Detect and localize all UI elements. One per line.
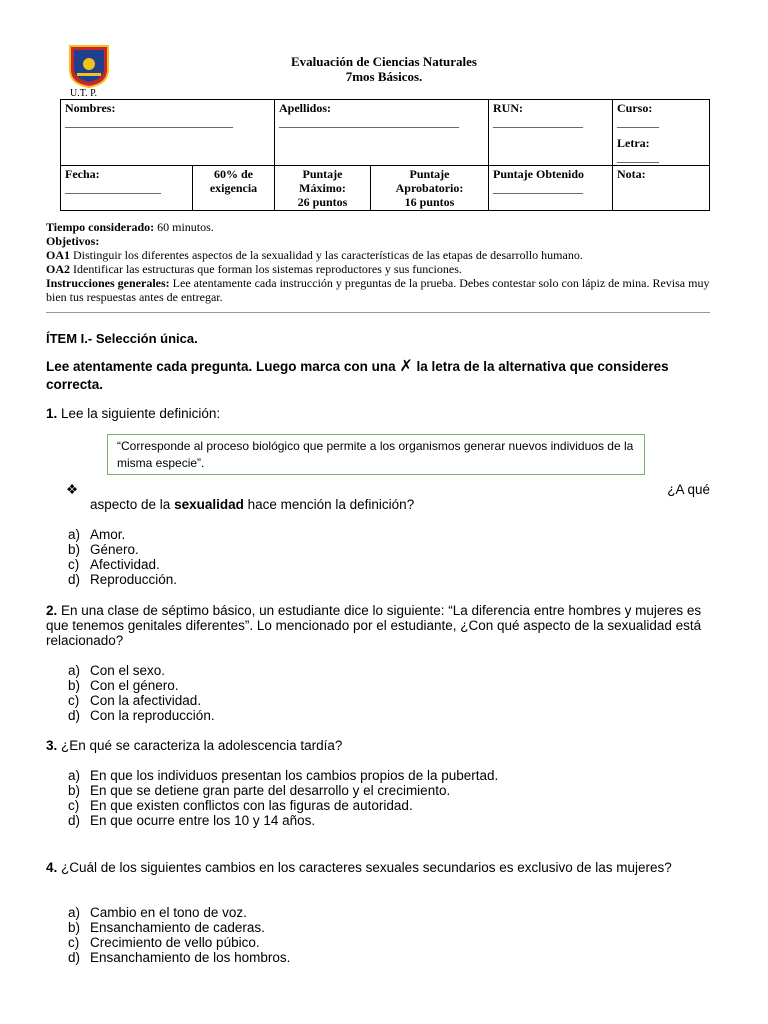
item-instruction xyxy=(46,358,710,394)
option-letter: a) xyxy=(68,663,81,678)
question-4-options xyxy=(68,905,290,965)
puntaje-obtenido-line: _______________ xyxy=(493,181,583,195)
apellidos-label: Apellidos: xyxy=(279,101,332,115)
option-letter: a) xyxy=(68,768,81,783)
option-text: Género. xyxy=(90,542,139,557)
nota-cell[interactable] xyxy=(613,166,710,211)
option-letter: c) xyxy=(68,935,80,950)
option-letter: d) xyxy=(68,813,81,828)
question-2-options xyxy=(68,663,215,723)
option-letter: b) xyxy=(68,542,81,557)
puntaje-aprobatorio-label: Puntaje Aprobatorio: xyxy=(395,167,464,195)
question-2-number: 2. xyxy=(46,603,58,618)
run-line: _______________ xyxy=(493,115,583,129)
option-letter: b) xyxy=(68,920,81,935)
option-c[interactable] xyxy=(68,935,290,950)
option-letter: c) xyxy=(68,798,80,813)
question-4-number: 4. xyxy=(46,860,58,875)
option-b[interactable] xyxy=(68,678,215,693)
oa2-label: OA2 xyxy=(46,262,70,276)
puntaje-obtenido-cell[interactable] xyxy=(489,166,613,211)
option-letter: b) xyxy=(68,678,81,693)
question-3-options xyxy=(68,768,498,828)
instrucciones-text: Lee atentamente cada instrucción y preguntas de la prueba. Debes contestar solo con lápiz de mina. Revisa muy bien tus respuestas antes de entregar. xyxy=(46,276,710,304)
option-d[interactable] xyxy=(68,950,290,965)
fecha-label: Fecha: xyxy=(65,167,100,181)
option-text: Ensanchamiento de caderas. xyxy=(90,920,265,935)
followup-right-text: ¿A qué xyxy=(667,482,710,497)
oa1-label: OA1 xyxy=(46,248,70,262)
nombres-label: Nombres: xyxy=(65,101,116,115)
instrucciones-line xyxy=(46,276,714,304)
option-d[interactable] xyxy=(68,572,177,587)
option-letter: b) xyxy=(68,783,81,798)
fecha-line: ________________ xyxy=(65,181,161,195)
option-text: Amor. xyxy=(90,527,126,542)
curso-cell[interactable] xyxy=(613,100,710,166)
fecha-cell[interactable] xyxy=(61,166,193,211)
option-b[interactable] xyxy=(68,542,177,557)
option-letter: d) xyxy=(68,708,81,723)
followup-bold: sexualidad xyxy=(174,497,244,512)
question-2-text: En una clase de séptimo básico, un estudiante dice lo siguiente: “La diferencia entre hombres y mujeres es que tenemos genitales diferentes”. Lo mencionado por el estudiante, ¿Con qué aspecto de la sexualidad está relacionado? xyxy=(46,603,702,648)
document-title: Evaluación de Ciencias Naturales xyxy=(291,54,477,69)
divider xyxy=(46,312,710,313)
option-letter: d) xyxy=(68,572,81,587)
question-3-number: 3. xyxy=(46,738,58,753)
oa1-line xyxy=(46,248,714,262)
nombres-line: ____________________________ xyxy=(65,115,233,129)
question-3-prompt xyxy=(46,738,726,753)
option-text: Con la reproducción. xyxy=(90,708,215,723)
nombres-cell[interactable] xyxy=(61,100,275,166)
option-text: En que se detiene gran parte del desarrollo y el crecimiento. xyxy=(90,783,451,798)
instruction-part-a: Lee atentamente cada pregunta. Luego marca con una xyxy=(46,359,400,374)
option-text: Reproducción. xyxy=(90,572,178,587)
oa1-text: Distinguir los diferentes aspectos de la sexualidad y las características de las etapas de desarrollo humano. xyxy=(70,248,583,262)
option-a[interactable] xyxy=(68,663,215,678)
followup-part-a: aspecto de la xyxy=(90,497,175,512)
option-a[interactable] xyxy=(68,768,498,783)
option-text: En que existen conflictos con las figuras de autoridad. xyxy=(90,798,413,813)
letra-label: Letra: xyxy=(617,136,650,150)
instrucciones-label: Instrucciones generales: xyxy=(46,276,170,290)
instruction-part-b: la letra de la alternativa que consideres correcta. xyxy=(46,359,669,392)
option-text: Ensanchamiento de los hombros. xyxy=(90,950,291,965)
question-1-number: 1. xyxy=(46,406,58,421)
question-3-text: ¿En qué se caracteriza la adolescencia tardía? xyxy=(57,738,343,753)
puntaje-maximo-value: 26 puntos xyxy=(297,195,348,209)
option-letter: d) xyxy=(68,950,81,965)
option-text: En que ocurre entre los 10 y 14 años. xyxy=(90,813,316,828)
exigencia-label: 60% de exigencia xyxy=(209,167,258,195)
exigencia-cell xyxy=(193,166,275,211)
definition-text: “Corresponde al proceso biológico que permite a los organismos generar nuevos individuos de la misma especie”. xyxy=(117,439,634,470)
nota-label: Nota: xyxy=(617,167,646,181)
option-letter: c) xyxy=(68,557,80,572)
option-text: Con la afectividad. xyxy=(90,693,202,708)
puntaje-aprobatorio-value: 16 puntos xyxy=(404,195,455,209)
definition-box xyxy=(107,434,645,475)
student-info-table xyxy=(60,99,710,211)
option-text: Con el sexo. xyxy=(90,663,166,678)
option-text: En que los individuos presentan los cambios propios de la pubertad. xyxy=(90,768,499,783)
objetivos-line xyxy=(46,234,714,248)
option-c[interactable] xyxy=(68,693,215,708)
question-4-prompt xyxy=(46,860,726,875)
curso-line: _______ xyxy=(617,115,659,129)
option-b[interactable] xyxy=(68,920,290,935)
tiempo-value: 60 minutos. xyxy=(154,220,214,234)
item-title: ÍTEM I.- Selección única. xyxy=(46,331,198,346)
followup-text xyxy=(90,497,414,512)
option-letter: a) xyxy=(68,905,81,920)
curso-label: Curso: xyxy=(617,101,653,115)
puntaje-obtenido-label: Puntaje Obtenido xyxy=(493,167,585,181)
cross-mark-icon: ✗ xyxy=(399,358,413,375)
document-subtitle: 7mos Básicos. xyxy=(345,69,423,84)
option-a[interactable] xyxy=(68,527,177,542)
question-1-options xyxy=(68,527,177,587)
tiempo-line xyxy=(46,220,714,234)
option-letter: a) xyxy=(68,527,81,542)
option-c[interactable] xyxy=(68,557,177,572)
puntaje-aprobatorio-cell xyxy=(371,166,489,211)
option-letter: c) xyxy=(68,693,80,708)
question-4-text: ¿Cuál de los siguientes cambios en los caracteres sexuales secundarios es exclusivo de las mujeres? xyxy=(57,860,672,875)
diamond-bullet-icon: ❖ xyxy=(66,482,79,497)
general-info xyxy=(46,220,714,304)
option-d[interactable] xyxy=(68,813,498,828)
question-1-prompt xyxy=(46,406,726,421)
puntaje-maximo-cell xyxy=(275,166,371,211)
apellidos-line: ______________________________ xyxy=(279,115,459,129)
option-c[interactable] xyxy=(68,798,498,813)
option-b[interactable] xyxy=(68,783,498,798)
tiempo-label: Tiempo considerado: xyxy=(46,220,155,234)
option-text: Con el género. xyxy=(90,678,179,693)
followup-part-b: hace mención la definición? xyxy=(243,497,415,512)
apellidos-cell[interactable] xyxy=(275,100,489,166)
question-1-text: Lee la siguiente definición: xyxy=(57,406,221,421)
run-label: RUN: xyxy=(493,101,523,115)
option-text: Crecimiento de vello púbico. xyxy=(90,935,260,950)
run-cell[interactable] xyxy=(489,100,613,166)
option-text: Cambio en el tono de voz. xyxy=(90,905,247,920)
puntaje-maximo-label: Puntaje Máximo: xyxy=(299,167,346,195)
oa2-line xyxy=(46,262,714,276)
oa2-text: Identificar las estructuras que forman los sistemas reproductores y sus funciones. xyxy=(70,262,462,276)
letra-line: _______ xyxy=(617,150,659,164)
utp-label: U.T. P. xyxy=(70,88,98,99)
objetivos-label: Objetivos: xyxy=(46,234,100,248)
option-d[interactable] xyxy=(68,708,215,723)
option-a[interactable] xyxy=(68,905,290,920)
question-2-prompt xyxy=(46,603,726,648)
option-text: Afectividad. xyxy=(90,557,160,572)
